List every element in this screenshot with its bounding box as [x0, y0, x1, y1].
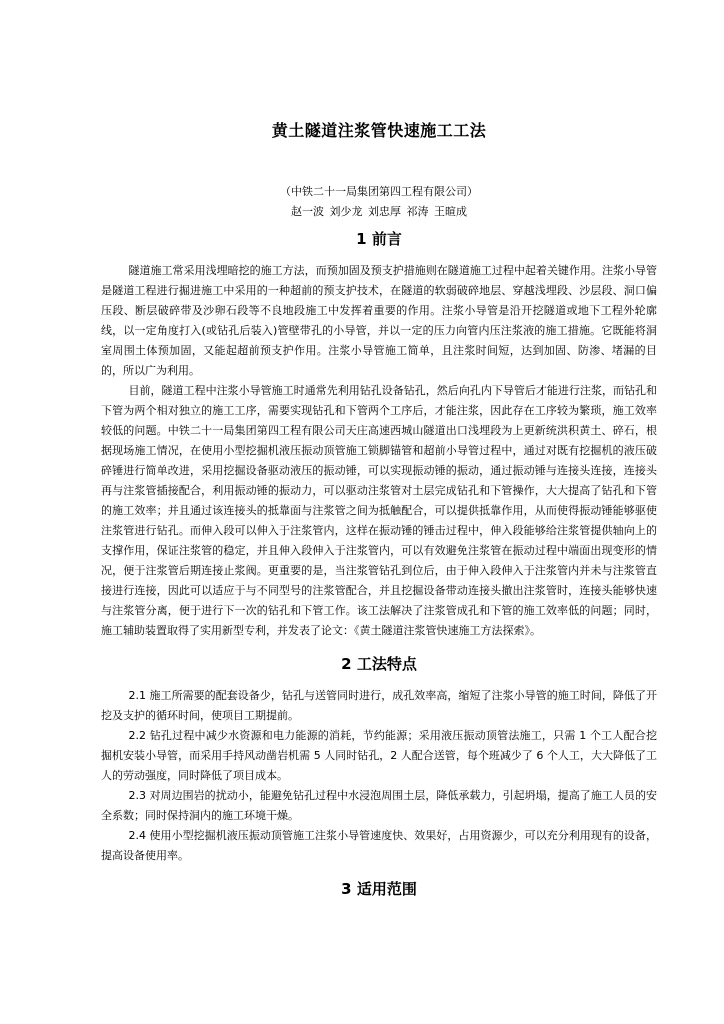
paragraph: 2.3 对周边围岩的扰动小，能避免钻孔过程中水浸泡周围土层，降低承载力，引起坍塌，提高了施工人员的安全系数；同时保持洞内的施工环境干燥。 [101, 789, 657, 822]
paragraph: 2.1 施工所需要的配套设备少，钻孔与送管同时进行，成孔效率高，缩短了注浆小导管的施工时间，降低了开挖及支护的循环时间，使项目工期提前。 [101, 689, 657, 722]
section-heading: 3 适用范围 [341, 880, 417, 898]
author-organization: （中铁二十一局集团第四工程有限公司） [280, 185, 478, 198]
section-scope [101, 878, 657, 899]
paragraph: 目前，隧道工程中注浆小导管施工时通常先利用钻孔设备钻孔，然后向孔内下导管后才能进行注浆，而钻孔和下管为两个相对独立的施工工序，需要实现钻孔和下管两个工序后，才能注浆，因此存在工序较为繁琐，施工效率较低的问题。中铁二十一局集团第四工程有限公司天庄高速西城山隧道出口浅埋段为上更新统洪积黄土、碎石，根据现场施工情况，在使用小型挖掘机液压振动顶管施工锁脚锚管和超前小导管过程中，通过对既有挖掘机的液压破碎锤进行简单改进，采用挖掘设备驱动液压的振动锤，可以实现振动锤的振动，通过振动锤与连接头连接，连接头再与注浆管插接配合，利用振动锤的振动力，可以驱动注浆管对土层完成钻孔和下管操作，大大提高了钻孔和下管的施工效率；并且通过该连接头的抵靠面与注浆管之间为抵触配合，可以提供抵靠作用，从而使得振动锤能够驱使注浆管进行钻孔。而伸入段可以伸入于注浆管内，这样在振动锤的锤击过程中，伸入段能够给注浆管提供轴向上的支撑作用，保证注浆管的稳定，并且伸入段伸入于注浆管内，可以有效避免注浆管在振动过程中端面出现变形的情况，便于注浆管后期连接止浆阀。更重要的是，当注浆管钻孔到位后，由于伸入段伸入于注浆管内并未与注浆管直接进行连接，因此可以适应于与不同型号的注浆管配合，并且挖掘设备带动连接头撤出注浆管时，连接头能够快速与注浆管分离，便于进行下一次的钻孔和下管工作。该工法解决了注浆管成孔和下管的施工效率低的问题；同时，施工辅助装置取得了实用新型专利，并发表了论文：《黄土隧道注浆管快速施工方法探索》。 [101, 384, 657, 637]
section-features [101, 653, 657, 866]
document-page [101, 118, 657, 911]
paragraph: 2.4 使用小型挖掘机液压振动顶管施工注浆小导管速度快、效果好，占用资源少，可以充分利用现有的设备，提高设备使用率。 [101, 829, 657, 862]
section-introduction [101, 228, 657, 641]
section-heading: 1 前言 [356, 230, 402, 248]
paragraph: 隧道施工常采用浅埋暗挖的施工方法，而预加固及预支护措施则在隧道施工过程中起着关键作用。注浆小导管是隧道工程进行掘进施工中采用的一种超前的预支护技术，在隧道的软弱破碎地层、穿越浅埋段、沙层段、洞口偏压段、断层破碎带及沙卵石段等不良地段施工中发挥着重要的作用。注浆小导管是沿开挖隧道或地下工程外轮廓线，以一定角度打入(或钻孔后装入)管壁带孔的小导管，并以一定的压力向管内压注浆液的施工措施。它既能将洞室周围土体预加固，又能起超前预支护作用。注浆小导管施工简单，且注浆时间短，达到加固、防渗、堵漏的目的，所以广为利用。 [101, 264, 657, 377]
document-title: 黄土隧道注浆管快速施工工法 [271, 121, 487, 140]
author-names: 赵一波 刘少龙 刘忠厚 祁涛 王暄成 [291, 205, 467, 218]
section-heading: 2 工法特点 [341, 655, 417, 673]
paragraph: 2.2 钻孔过程中减少水资源和电力能源的消耗，节约能源；采用液压振动顶管法施工，只需 1 个工人配合挖掘机安装小导管，而采用手持风动凿岩机需 5 人同时钻孔，2 人配合送管，每个班减少了 6 个人工，大大降低了工人的劳动强度，同时降低了项目成本。 [101, 729, 657, 782]
